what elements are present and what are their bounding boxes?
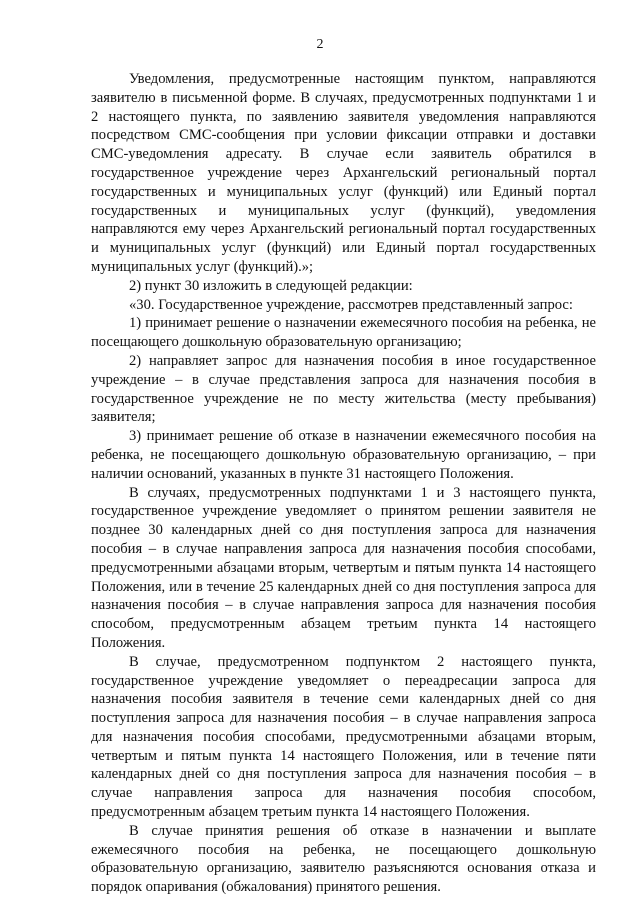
paragraph-subpoint-3: 3) принимает решение об отказе в назначении ежемесячного пособия на ребенка, не посещающего дошкольную образовательную организацию, – при наличии оснований, указанных в пункте 31 настоящего Положения. (91, 428, 596, 482)
paragraph-subpoint-1: 1) принимает решение о назначении ежемесячного пособия на ребенка, не посещающего дошкольную образовательную организацию; (91, 315, 596, 351)
paragraph-point-30: «30. Государственное учреждение, рассмотрев представленный запрос: (129, 296, 573, 313)
paragraph-case-2: В случае, предусмотренном подпунктом 2 настоящего пункта, государственное учреждение уведомляет о переадресации запроса для назначения пособия заявителя в течение семи календарных дней со дня поступления запроса для назначения пособия – в случае направления запроса для назначения пособия способами, предусмотренными абзацами вторым, четвертым и пятым пункта 14 настоящего Положения, или в течение пяти календарных дней со дня поступления запроса для назначения пособия – в случае направления запроса для назначения пособия способом, предусмотренным абзацем третьим пункта 14 настоящего Положения. (91, 653, 596, 821)
document-body (91, 70, 596, 897)
paragraph-refusal: В случае принятия решения об отказе в назначении и выплате ежемесячного пособия на ребенка, не посещающего дошкольную образовательную организацию, заявителю разъясняются основания отказа и порядок опаривания (обжалования) принятого решения. (91, 822, 596, 896)
paragraph-subpoint-2: 2) направляет запрос для назначения пособия в иное государственное учреждение – в случае представления запроса для назначения пособия в государственное учреждение не по месту жительства (месту пребывания) заявителя; (91, 352, 596, 426)
page-number: 2 (316, 37, 324, 52)
paragraph-item-2-amendment: 2) пункт 30 изложить в следующей редакции: (129, 277, 413, 294)
paragraph-notifications: Уведомления, предусмотренные настоящим пунктом, направляются заявителю в письменной форме. В случаях, предусмотренных подпунктами 1 и 2 настоящего пункта, по заявлению заявителя уведомления направляются посредством СМС-сообщения при условии фиксации отправки и доставки СМС-уведомления адресату. В случае если заявитель обратился в государственное учреждение через Архангельский региональный портал государственных и муниципальных услуг (функций) или Единый портал государственных и муниципальных услуг (функций), уведомления направляются ему через Архангельский региональный портал государственных и муниципальных услуг (функций) или Единый портал государственных муниципальных услуг (функций).»; (91, 71, 596, 275)
paragraph-cases-1-and-3: В случаях, предусмотренных подпунктами 1 и 3 настоящего пункта, государственное учреждение уведомляет о принятом решении заявителя не позднее 30 календарных дней со дня поступления запроса для назначения пособия – в случае направления запроса для назначения пособия способами, предусмотренными абзацами вторым, четвертым и пятым пункта 14 настоящего Положения, или в течение 25 календарных дней со дня поступления запроса для назначения пособия – в случае направления запроса для назначения пособия способом, предусмотренным абзацем третьим пункта 14 настоящего Положения. (91, 484, 596, 651)
